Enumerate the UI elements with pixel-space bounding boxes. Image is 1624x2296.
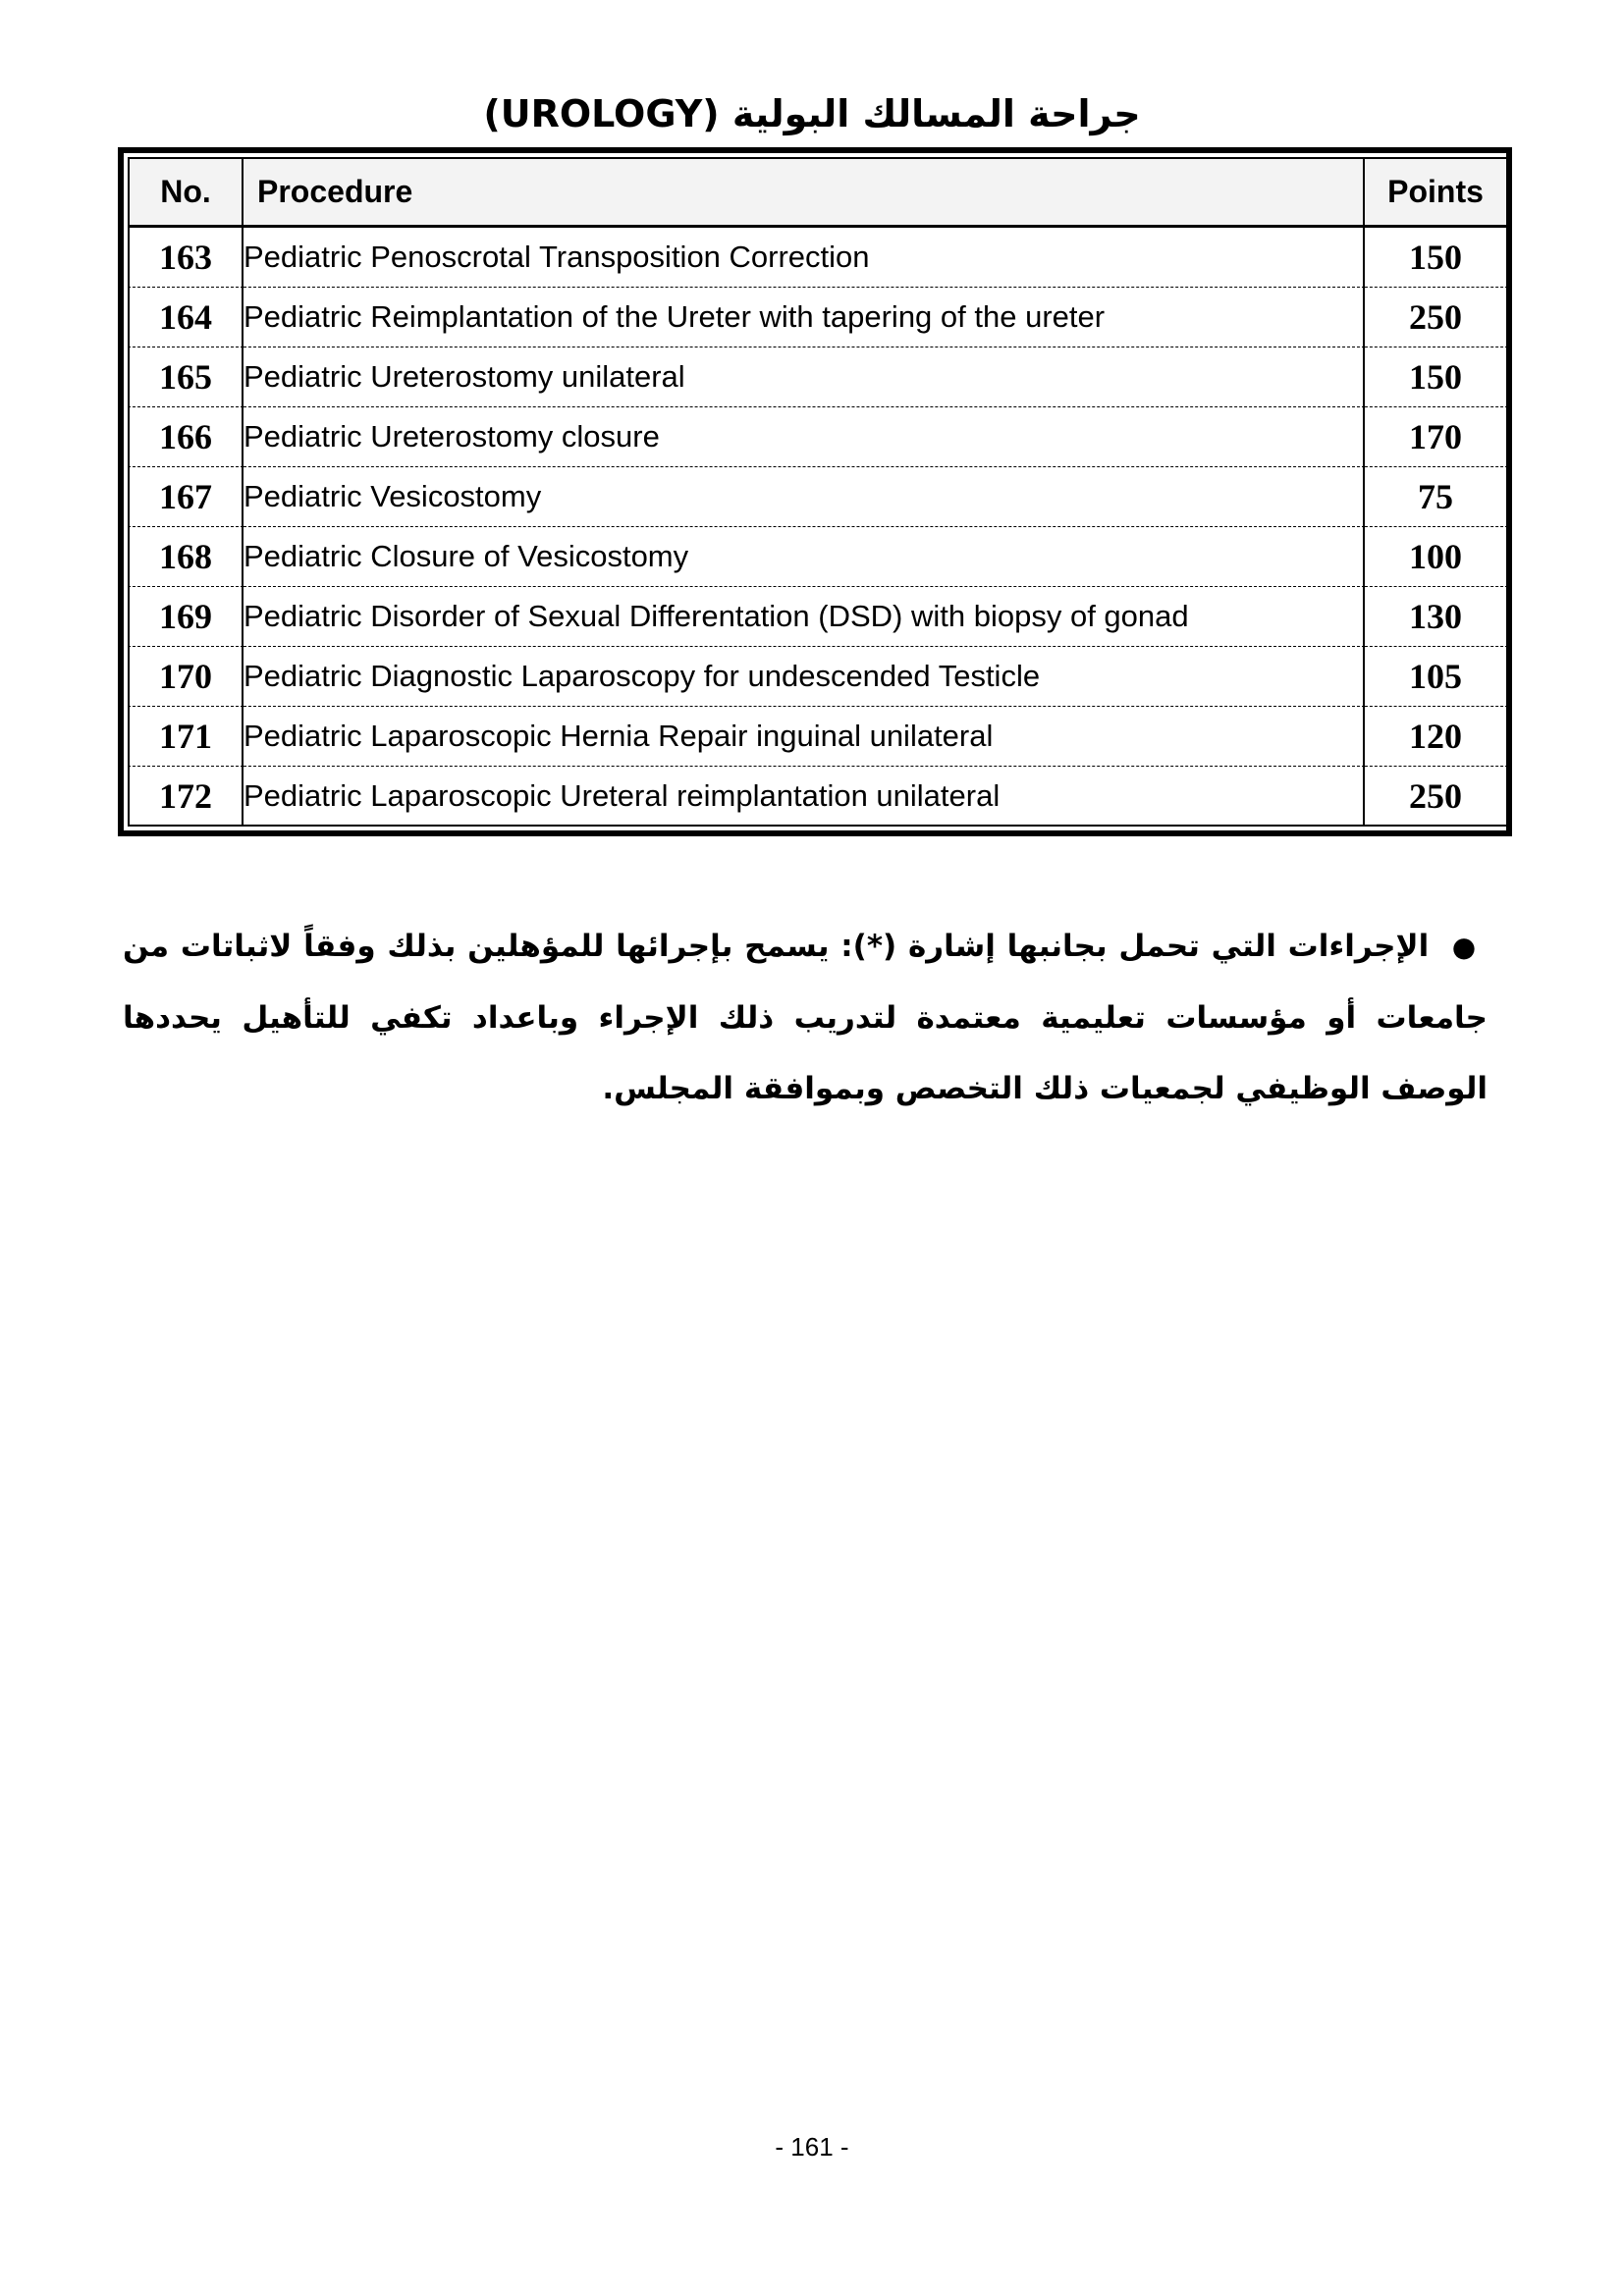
footnote-text: الإجراءات التي تحمل بجانبها إشارة (*): يسمح بإجرائها للمؤهلين بذلك وفقاً لاثباتات من جامعات أو مؤسسات تعليمية معتمدة لتدريب ذلك الإجراء وباعداد تكفي للتأهيل يحددها الوصف الوظيفي لجمعيات ذلك التخصص وبموافقة المجلس.	[123, 929, 1488, 1106]
row-procedure: Pediatric Laparoscopic Hernia Repair inguinal unilateral	[244, 707, 1365, 767]
row-number: 170	[128, 647, 244, 707]
header-no: No.	[128, 157, 244, 228]
row-points: 150	[1365, 347, 1508, 407]
table-row	[128, 527, 1508, 587]
row-points: 150	[1365, 228, 1508, 288]
row-procedure: Pediatric Laparoscopic Ureteral reimplantation unilateral	[244, 767, 1365, 827]
row-points: 250	[1365, 767, 1508, 827]
table-row	[128, 467, 1508, 527]
header-procedure: Procedure	[244, 157, 1365, 228]
row-number: 172	[128, 767, 244, 827]
table-row	[128, 707, 1508, 767]
footnote	[123, 911, 1488, 1124]
row-points: 250	[1365, 288, 1508, 347]
table-row	[128, 407, 1508, 467]
row-number: 164	[128, 288, 244, 347]
bullet-icon: ●	[1451, 931, 1477, 963]
table-row	[128, 228, 1508, 288]
row-procedure: Pediatric Vesicostomy	[244, 467, 1365, 527]
row-procedure: Pediatric Ureterostomy closure	[244, 407, 1365, 467]
page-number: - 161 -	[775, 2132, 849, 2162]
procedures-table	[128, 157, 1508, 827]
page-title: جراحة المسالك البولية (UROLOGY)	[483, 92, 1141, 135]
row-points: 130	[1365, 587, 1508, 647]
table-row	[128, 647, 1508, 707]
row-procedure: Pediatric Ureterostomy unilateral	[244, 347, 1365, 407]
table-row	[128, 347, 1508, 407]
row-procedure: Pediatric Diagnostic Laparoscopy for undescended Testicle	[244, 647, 1365, 707]
row-points: 120	[1365, 707, 1508, 767]
table-row	[128, 767, 1508, 827]
row-points: 100	[1365, 527, 1508, 587]
procedures-table-frame	[118, 147, 1512, 836]
row-number: 163	[128, 228, 244, 288]
row-number: 171	[128, 707, 244, 767]
row-number: 168	[128, 527, 244, 587]
row-number: 167	[128, 467, 244, 527]
row-points: 170	[1365, 407, 1508, 467]
row-points: 105	[1365, 647, 1508, 707]
row-procedure: Pediatric Penoscrotal Transposition Correction	[244, 228, 1365, 288]
row-procedure: Pediatric Reimplantation of the Ureter with tapering of the ureter	[244, 288, 1365, 347]
row-number: 166	[128, 407, 244, 467]
table-row	[128, 288, 1508, 347]
row-procedure: Pediatric Disorder of Sexual Differentation (DSD) with biopsy of gonad	[244, 587, 1365, 647]
row-procedure: Pediatric Closure of Vesicostomy	[244, 527, 1365, 587]
table-row	[128, 587, 1508, 647]
row-points: 75	[1365, 467, 1508, 527]
table-header-row	[128, 157, 1508, 228]
header-points: Points	[1365, 157, 1508, 228]
row-number: 169	[128, 587, 244, 647]
row-number: 165	[128, 347, 244, 407]
